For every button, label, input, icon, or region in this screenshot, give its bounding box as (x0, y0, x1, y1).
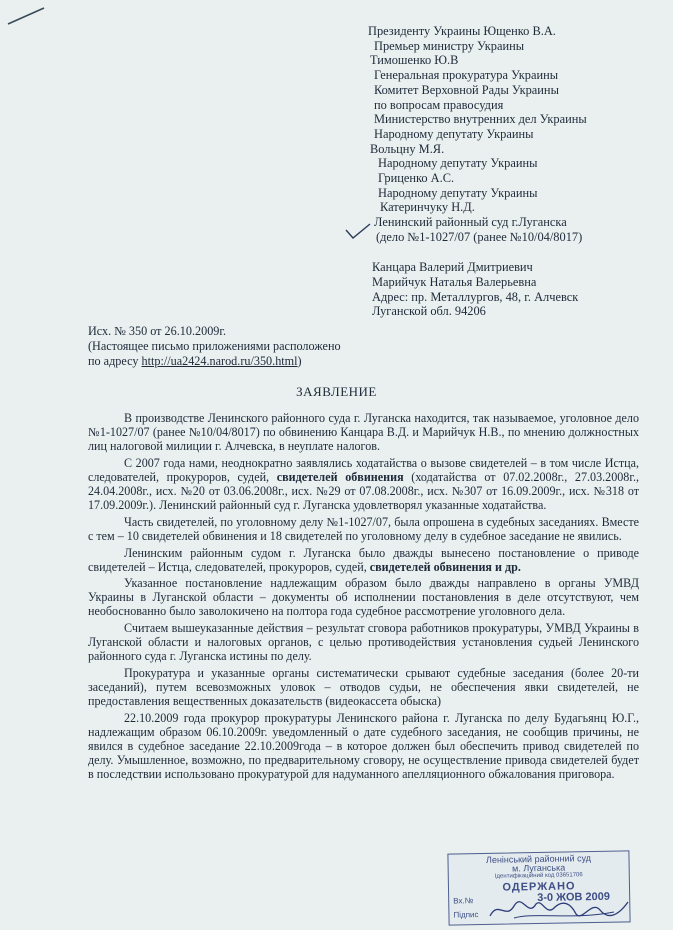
addressee-line: Премьер министру Украины (374, 38, 525, 53)
addressee-line: Комитет Верховной Рады Украины (374, 82, 559, 97)
sender-block (372, 260, 662, 319)
paragraph: Прокуратура и указанные органы систематически срывают судебные заседания (более 20-ти заседаний), путем всевозможных уловок – отводов судьи, не обеспечения явки свидетелей, не предоставления вещественных доказательств (видеокассета обыска) (88, 666, 639, 709)
statement-body (88, 412, 639, 785)
addressee-line: Вольцну М.Я. (370, 141, 445, 156)
addressee-line: Министерство внутренних дел Украины (374, 112, 587, 127)
emphasis: свидетелей обвинения и др. (369, 559, 521, 574)
paragraph: В производстве Ленинского районного суда г. Луганска находится, так называемое, уголовное дело №1-1027/07 (ранее №10/04/8017) по обвинению Канцара В.Д. и Марийчук Н.В., по мнению должностных лиц налоговой милиции г. Алчевска, в неуплате налогов. (88, 411, 639, 453)
addressee-line: Гриценко А.С. (378, 171, 455, 186)
document-link[interactable]: http://ua2424.narod.ru/350.html (141, 354, 298, 368)
stamp-city: м. Луганська (512, 862, 566, 874)
pen-slash-mark (4, 4, 48, 28)
handwritten-check-mark (344, 222, 372, 242)
addressee-line: Генеральная прокуратура Украины (374, 68, 559, 83)
outgoing-note-url-line (88, 354, 418, 369)
addressee-line: (дело №1-1027/07 (ранее №10/04/8017) (376, 229, 583, 244)
sender-line: Адрес: пр. Металлургов, 48, г. Алчевск (372, 289, 579, 304)
document-title: ЗАЯВЛЕНИЕ (296, 384, 377, 399)
addressee-line: Народному депутату Украины (378, 156, 538, 171)
outgoing-note: (Настоящее письмо приложениями расположено (88, 339, 341, 353)
addressee-line: по вопросам правосудия (374, 97, 504, 112)
paragraph: С 2007 года нами, неоднократно заявлялись ходатайства о вызове свидетелей – в том числе Истца, следователей, прокуроров, судей, свидетелей обвинения (ходатайства от 07.02.2008г., 27.03.2008г., 24.04.2008г., исх. №20 от 03.06.2008г., исх. №29 от 07.08.2008г., исх. №307 от 16.09.2009г., исх. №318 от 17.09.2009г.). Ленинский районный суд г. Луганска удовлетворял указанные ходатайства. (88, 455, 639, 512)
stamp-received: ОДЕРЖАНО (502, 880, 576, 894)
sender-line: Канцара Валерий Дмитриевич (372, 260, 533, 274)
stamp-id-code: Ідентифікаційний код 03651706 (494, 872, 583, 880)
stamp-signature-label: Підпис (453, 910, 479, 920)
paragraph: Считаем вышеуказанные действия – результат сговора работников прокуратуры, УМВД Украины в Луганской области и налоговых органов, с целью противодействия установления судьей Ленинского районного суда г. Луганска истины по делу. (88, 621, 639, 664)
addressee-line: Ленинский районный суд г.Луганска (374, 215, 567, 230)
stamp-date: 3-0 ЖОВ 2009 (537, 890, 611, 905)
paragraph: Ленинским районным судом г. Луганска было дважды вынесено постановление о приводе свидетелей – Истца, следователей, прокуроров, судей, свидетелей обвинения и др. (88, 545, 639, 574)
stamp-incoming-label: Вх.№ (453, 896, 474, 906)
paragraph: Часть свидетелей, по уголовному делу №1-1027/07, была опрошена в судебных заседаниях. Вместе с тем – 10 свидетелей обвинения и 18 свидетелей по уголовному делу в судебное заседание не явились. (88, 514, 639, 543)
sender-line: Луганской обл. 94206 (372, 304, 486, 319)
sender-line: Марийчук Наталья Валерьевна (372, 274, 537, 289)
addressee-line: Президенту Украины Ющенко В.А. (368, 24, 556, 38)
paragraph: 22.10.2009 года прокурор прокуратуры Ленинского района г. Луганска по делу Будагьянц Ю.Г., надлежащим образом 06.10.2009г. уведомленный о дате судебного заседания, не сообщив причины, не явился в судебное заседание 22.10.2009года – в которое должен был обеспечить привод свидетелей по делу. Умышленное, возможно, по предварительному сговору, не осуществление привода свидетелей будет в последствии использовано прокуратурой для надуманного апелляционного обжалования приговора. (88, 711, 639, 781)
addressee-line: Народному депутату Украины (378, 185, 538, 200)
outgoing-reference (88, 324, 418, 369)
addressee-line: Катеринчуку Н.Д. (380, 200, 475, 215)
emphasis: свидетелей обвинения (276, 469, 404, 484)
addressee-line: Тимошенко Ю.В (370, 53, 459, 68)
outgoing-number: Исх. № 350 от 26.10.2009г. (88, 324, 227, 338)
paragraph: Указанное постановление надлежащим образом было дважды направлено в органы УМВД Украины в Луганской области – документы об исполнении постановления в деле отсутствуют, чем необоснованно было заволокичено на полтора года судебное рассмотрение уголовного дела. (88, 576, 639, 619)
handwritten-signature (484, 894, 634, 924)
url-suffix: ) (297, 354, 302, 368)
addressee-block (368, 24, 668, 245)
addressee-line: Народному депутату Украины (374, 126, 534, 141)
url-prefix: по адресу (88, 354, 142, 368)
stamp-court-name: Ленінський районний суд (485, 853, 592, 865)
